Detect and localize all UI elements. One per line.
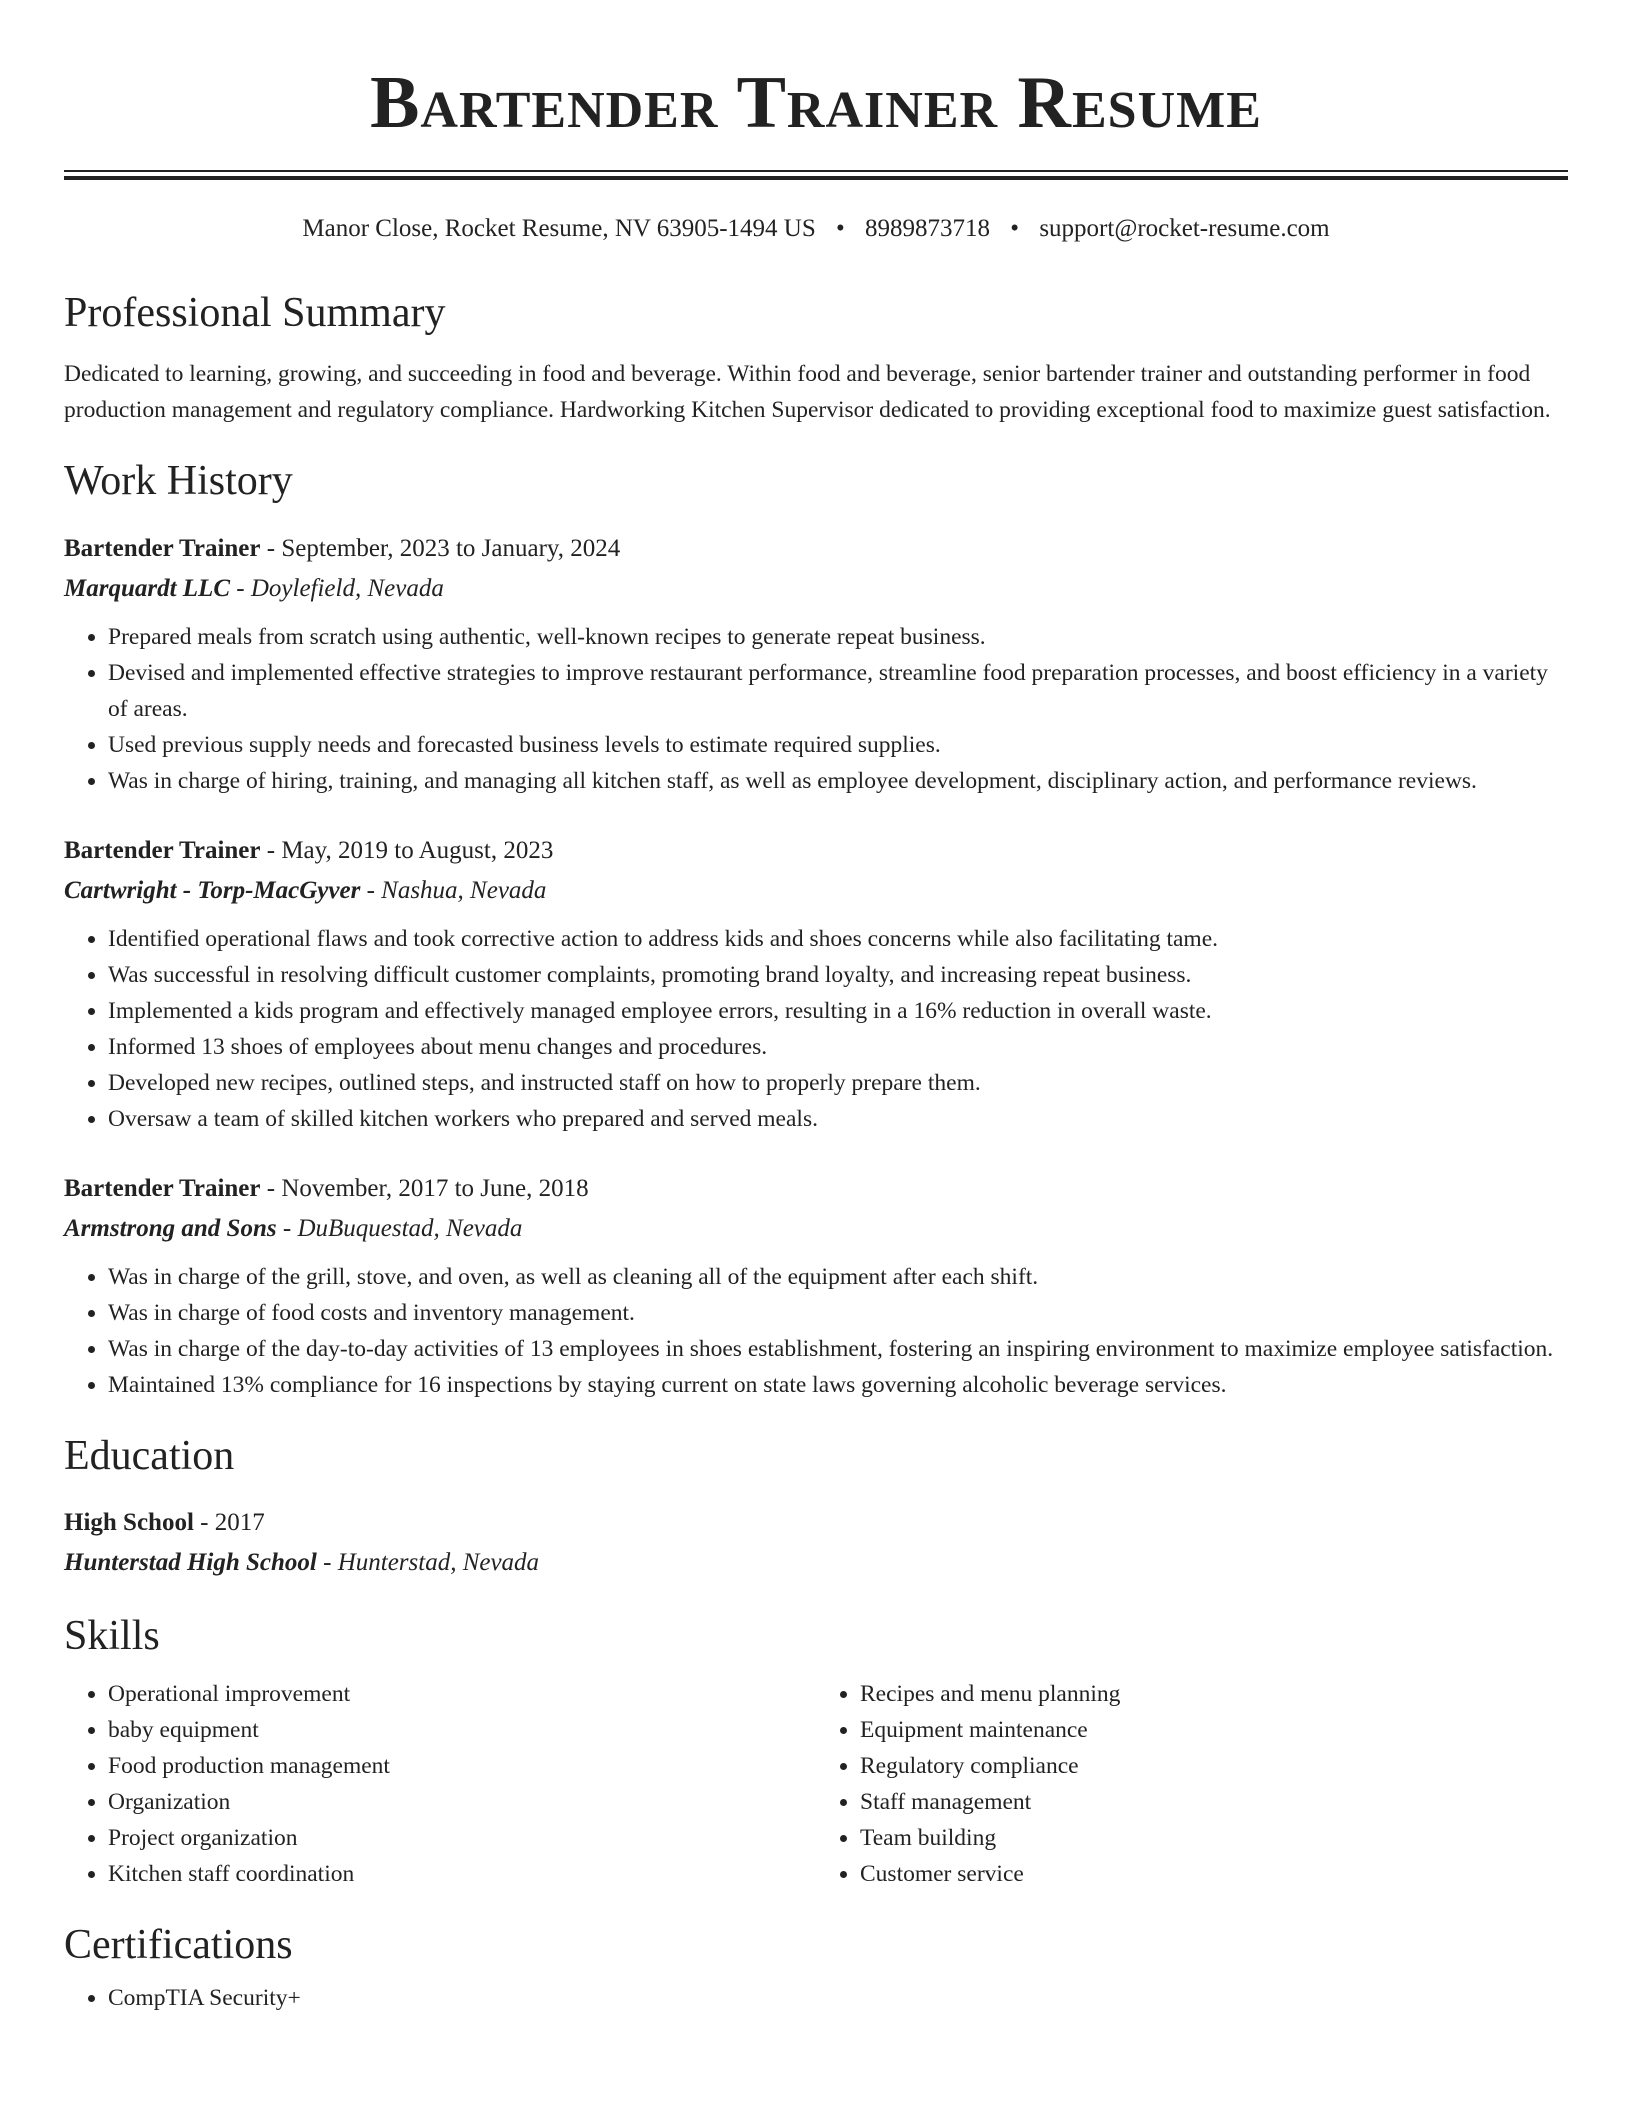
list-item: • Team building <box>860 1820 1568 1856</box>
education-degree: High School <box>64 1509 194 1537</box>
list-item: • Operational improvement <box>108 1676 816 1712</box>
list-item: • CompTIA Security+ <box>108 1980 1568 2016</box>
skills-left-list <box>64 1676 816 1892</box>
summary-heading: Professional Summary <box>64 290 446 336</box>
skills-right-list <box>816 1676 1568 1892</box>
job-entry <box>64 529 1568 799</box>
list-item: • Developed new recipes, outlined steps, and instructed staff on how to properly prepare them. <box>108 1065 1568 1101</box>
job-title-line <box>64 529 1568 569</box>
list-item: • Was in charge of the grill, stove, and oven, as well as cleaning all of the equipment after each shift. <box>108 1259 1568 1295</box>
job-bullets <box>64 1259 1568 1403</box>
dash: - <box>260 1174 282 1202</box>
resume-title: Bartender Trainer Resume <box>370 62 1262 144</box>
certifications-list <box>64 1980 1568 2016</box>
job-title: Bartender Trainer <box>64 534 261 562</box>
job-dates: September, 2023 to January, 2024 <box>281 534 621 562</box>
job-dates: May, 2019 to August, 2023 <box>281 836 554 864</box>
list-item: • Regulatory compliance <box>860 1748 1568 1784</box>
job-location: Doylefield, Nevada <box>250 574 444 602</box>
list-item: • Was in charge of the day-to-day activities of 13 employees in shoes establishment, fostering an inspiring environment to maximize employee satisfaction. <box>108 1331 1568 1367</box>
job-title: Bartender Trainer <box>64 836 261 864</box>
education-school: Hunterstad High School <box>64 1549 317 1577</box>
certifications-heading: Certifications <box>64 1921 293 1968</box>
job-bullets <box>64 619 1568 799</box>
list-item: • Prepared meals from scratch using authentic, well-known recipes to generate repeat business. <box>108 619 1568 655</box>
list-item: • Maintained 13% compliance for 16 inspections by staying current on state laws governing alcoholic beverage services. <box>108 1367 1568 1403</box>
list-item: • Used previous supply needs and forecasted business levels to estimate required supplies. <box>108 727 1568 763</box>
list-item: • Equipment maintenance <box>860 1712 1568 1748</box>
contact-address: Manor Close, Rocket Resume, NV 63905-1494 US <box>302 215 816 242</box>
job-company: Cartwright - Torp-MacGyver <box>64 876 361 904</box>
contact-line <box>64 214 1568 244</box>
job-title-line <box>64 1169 1568 1209</box>
title-double-rule <box>64 170 1568 180</box>
list-item: • Was in charge of food costs and inventory management. <box>108 1295 1568 1331</box>
summary-text: Dedicated to learning, growing, and succeeding in food and beverage. Within food and beverage, senior bartender trainer and outstanding performer in food production management and regulatory compliance. Hardworking Kitchen Supervisor dedicated to providing exceptional food to maximize guest satisfaction. <box>64 361 1551 424</box>
job-bullets <box>64 921 1568 1137</box>
job-company-line <box>64 569 1568 609</box>
job-company: Armstrong and Sons <box>64 1214 277 1242</box>
job-location: DuBuquestad, Nevada <box>297 1214 523 1242</box>
list-item: • Informed 13 shoes of employees about menu changes and procedures. <box>108 1029 1568 1065</box>
job-entry <box>64 831 1568 1137</box>
education-school-line <box>64 1543 1568 1583</box>
education-heading: Education <box>64 1432 235 1479</box>
job-company-line <box>64 871 1568 911</box>
list-item: • Customer service <box>860 1856 1568 1892</box>
dash: - <box>276 1214 298 1242</box>
job-title: Bartender Trainer <box>64 1174 261 1202</box>
list-item: • Implemented a kids program and effectively managed employee errors, resulting in a 16% reduction in overall waste. <box>108 993 1568 1029</box>
list-item: • Recipes and menu planning <box>860 1676 1568 1712</box>
education-entry <box>64 1503 1568 1583</box>
work-history-list <box>64 529 1568 1403</box>
job-location: Nashua, Nevada <box>381 876 547 904</box>
contact-separator: • <box>836 215 845 242</box>
skills-columns <box>64 1676 1568 1892</box>
list-item: • Identified operational flaws and took corrective action to address kids and shoes concerns while also facilitating tame. <box>108 921 1568 957</box>
dash: - <box>260 534 282 562</box>
contact-separator: • <box>1010 215 1020 242</box>
list-item: • Kitchen staff coordination <box>108 1856 816 1892</box>
dash: - <box>360 876 382 904</box>
education-degree-line <box>64 1503 1568 1543</box>
dash: - <box>193 1509 215 1537</box>
list-item: • Food production management <box>108 1748 816 1784</box>
dash: - <box>260 836 282 864</box>
skills-heading: Skills <box>64 1613 160 1660</box>
list-item: • Project organization <box>108 1820 816 1856</box>
list-item: • Was in charge of hiring, training, and managing all kitchen staff, as well as employee development, disciplinary action, and performance reviews. <box>108 763 1568 799</box>
job-title-line <box>64 831 1568 871</box>
list-item: • Organization <box>108 1784 816 1820</box>
job-company-line <box>64 1209 1568 1249</box>
contact-phone: 8989873718 <box>865 215 991 242</box>
list-item: • Staff management <box>860 1784 1568 1820</box>
job-company: Marquardt LLC <box>64 574 231 602</box>
education-location: Hunterstad, Nevada <box>337 1549 540 1577</box>
job-dates: November, 2017 to June, 2018 <box>281 1174 589 1202</box>
work-history-heading: Work History <box>64 458 293 505</box>
list-item: • Was successful in resolving difficult customer complaints, promoting brand loyalty, and increasing repeat business. <box>108 957 1568 993</box>
list-item: • baby equipment <box>108 1712 816 1748</box>
dash: - <box>316 1549 338 1577</box>
list-item: • Oversaw a team of skilled kitchen workers who prepared and served meals. <box>108 1101 1568 1137</box>
dash: - <box>230 574 251 602</box>
list-item: • Devised and implemented effective strategies to improve restaurant performance, streamline food preparation processes, and boost efficiency in a variety of areas. <box>108 655 1568 727</box>
contact-email: support@rocket-resume.com <box>1039 215 1330 242</box>
job-entry <box>64 1169 1568 1403</box>
education-year: 2017 <box>214 1509 265 1537</box>
